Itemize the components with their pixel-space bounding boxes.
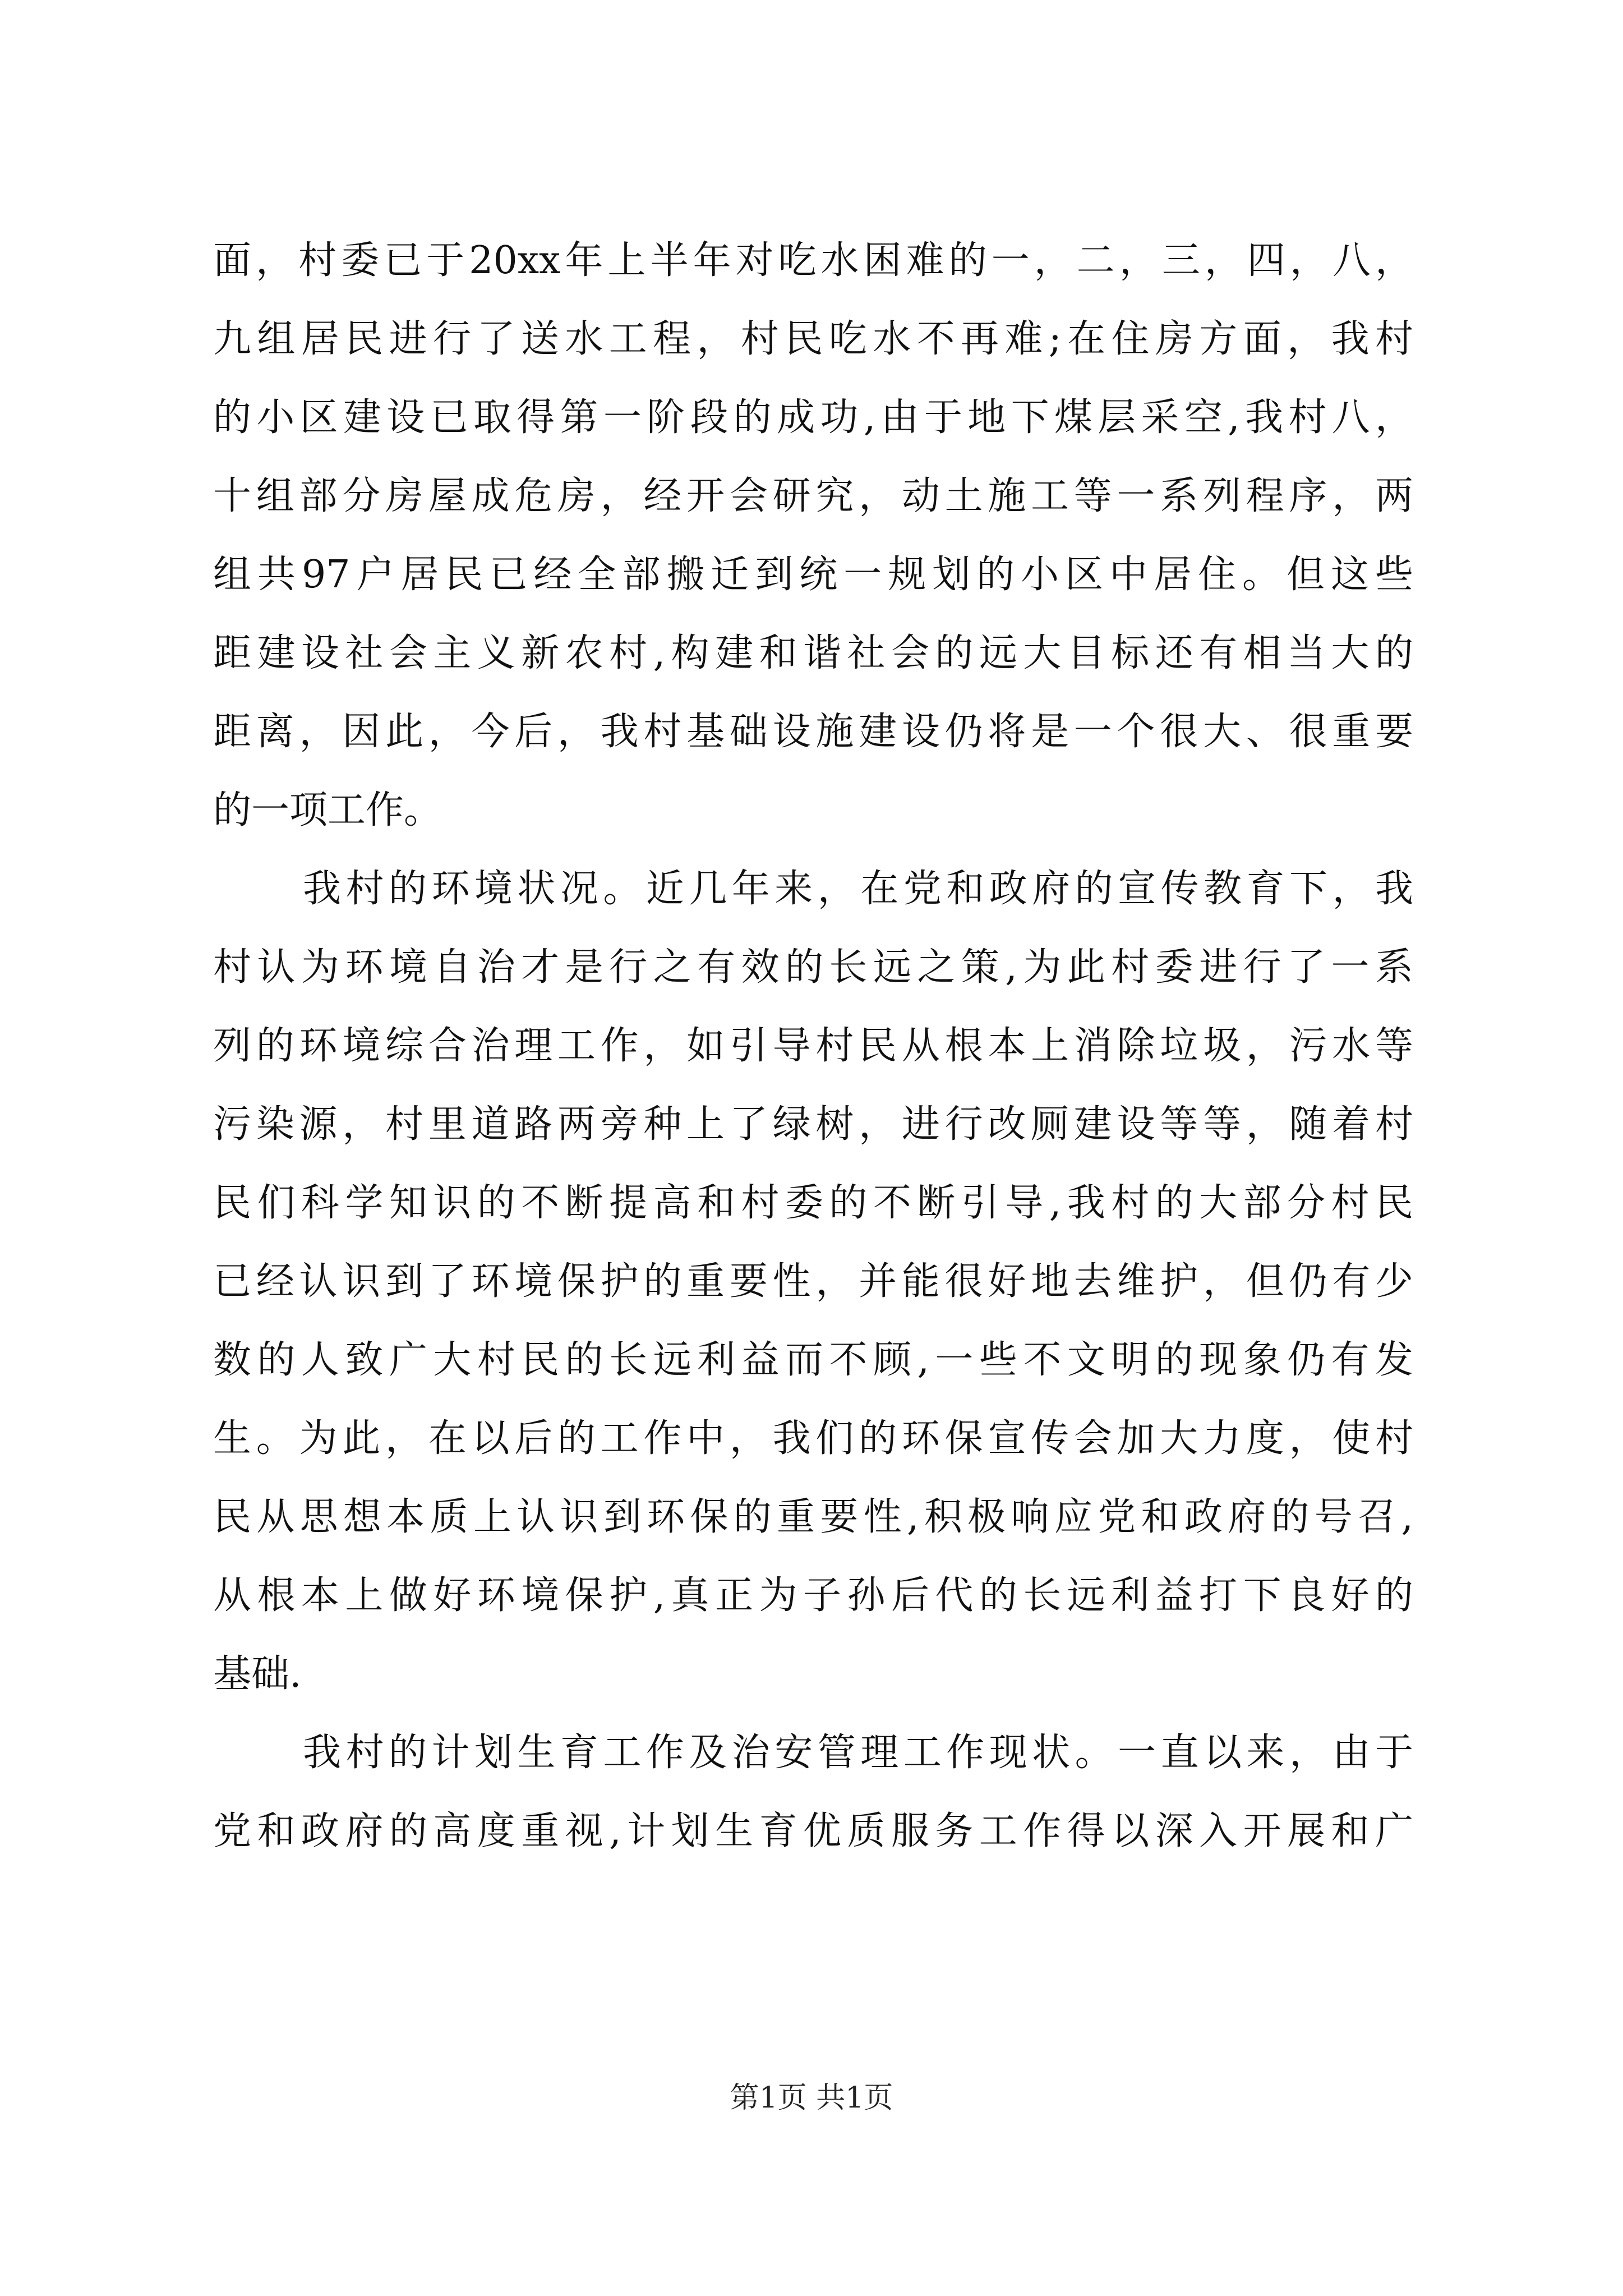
text-line: 生。为此，在以后的工作中，我们的环保宣传会加大力度，使村 (213, 1416, 1413, 1461)
text-line: 污染源，村里道路两旁种上了绿树，进行改厕建设等等，随着村 (213, 1102, 1413, 1147)
text-line: 面，村委已于20xx年上半年对吃水困难的一，二，三，四，八， (213, 238, 1413, 283)
text-line: 已经认识到了环境保护的重要性，并能很好地去维护，但仍有少 (213, 1259, 1413, 1304)
page-number-footer: 第1页 共1页 (730, 2081, 893, 2115)
text-line: 民从思想本质上认识到环保的重要性,积极响应党和政府的号召, (213, 1495, 1413, 1539)
text-line: 党和政府的高度重视,计划生育优质服务工作得以深入开展和广 (213, 1809, 1413, 1853)
text-line: 村认为环境自治才是行之有效的长远之策,为此村委进行了一系 (213, 945, 1413, 990)
text-line: 距建设社会主义新农村,构建和谐社会的远大目标还有相当大的 (213, 631, 1413, 675)
text-line: 十组部分房屋成危房，经开会研究，动土施工等一系列程序，两 (213, 474, 1413, 518)
text-line: 的一项工作。 (213, 788, 442, 832)
text-line: 从根本上做好环境保护,真正为子孙后代的长远利益打下良好的 (213, 1573, 1413, 1618)
text-line: 列的环境综合治理工作，如引导村民从根本上消除垃圾，污水等 (213, 1024, 1413, 1068)
text-line: 数的人致广大村民的长远利益而不顾,一些不文明的现象仍有发 (213, 1338, 1413, 1382)
text-line: 距离，因此，今后，我村基础设施建设仍将是一个很大、很重要 (213, 710, 1413, 754)
text-line: 基础. (213, 1652, 302, 1696)
text-line: 组共97户居民已经全部搬迁到统一规划的小区中居住。但这些 (213, 553, 1413, 597)
text-line: 民们科学知识的不断提高和村委的不断引导,我村的大部分村民 (213, 1181, 1413, 1225)
text-line: 的小区建设已取得第一阶段的成功,由于地下煤层采空,我村八， (213, 395, 1413, 440)
text-line: 九组居民进行了送水工程，村民吃水不再难;在住房方面，我村 (213, 317, 1413, 361)
paragraph-first-line: 我村的计划生育工作及治安管理工作现状。一直以来，由于 (303, 1731, 1413, 1775)
paragraph-first-line: 我村的环境状况。近几年来，在党和政府的宣传教育下，我 (303, 867, 1413, 911)
